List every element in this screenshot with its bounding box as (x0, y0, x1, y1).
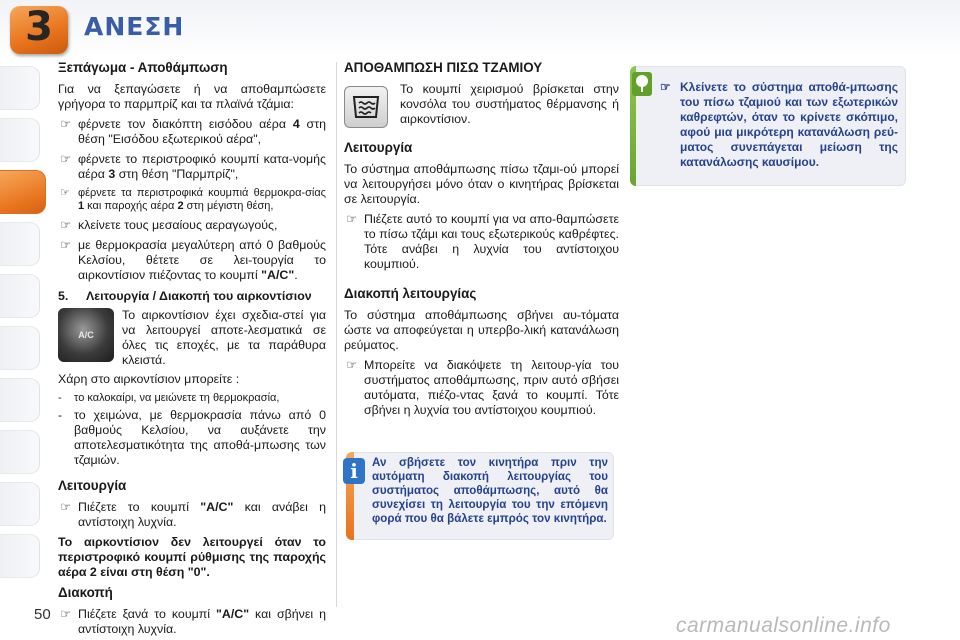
middle-column (344, 60, 619, 423)
ac-operation-heading: Λειτουργία (58, 478, 127, 493)
list-item: ☞ φέρνετε τα περιστροφικά κουμπιά θερμοκρα-σίας 1 και παροχής αέρα 2 στη μέγιστη θέση, (60, 187, 326, 212)
section-5-heading: 5. Λειτουργία / Διακοπή του αιρκοντίσιον (58, 289, 312, 303)
side-tab-10[interactable] (0, 534, 40, 578)
page-number: 50 (34, 606, 51, 623)
rear-stop-heading: Διακοπή λειτουργίας (344, 286, 477, 301)
list-item: - το χειμώνα, με θερμοκρασία πάνω από 0 βαθμούς Κελσίου, να αυξάνετε την αποτελεσματικότητα της αποθά-μπωσης των τζαμιών. (58, 408, 326, 467)
side-tab-2[interactable] (0, 118, 40, 162)
left-column (58, 60, 326, 640)
eco-tree-icon (632, 72, 652, 96)
side-tab-8[interactable] (0, 430, 40, 474)
list-item: ☞ φέρνετε το περιστροφικό κουμπί κατα-νομής αέρα 3 στη θέση "Παρμπρίζ", (60, 152, 326, 181)
pointing-hand-icon: ☞ (60, 218, 72, 232)
info-icon: i (343, 458, 365, 484)
defrost-intro: Για να ξεπαγώσετε ή να αποθαμπώσετε γρήγορα το παρμπρίζ και τα πλαϊνά τζάμια: (58, 82, 326, 111)
defrost-heading: Ξεπάγωμα - Αποθάμπωση (58, 60, 228, 75)
rear-stop-text: Το σύστημα αποθάμπωσης σβήνει αυ-τόματα ώστε να αποφεύγεται η υπερβο-λική κατανάλωση ρεύματος. (344, 308, 619, 352)
side-tab-1[interactable] (0, 66, 40, 110)
rear-defrost-button-block (344, 82, 619, 128)
pointing-hand-icon: ☞ (346, 358, 358, 372)
ac-warning: Το αιρκοντίσιον δεν λειτουργεί όταν το περιστροφικό κουμπί ρύθμισης της παροχής αέρα 2 είναι στη θέση "0". (58, 535, 326, 579)
side-tab-5[interactable] (0, 274, 40, 318)
pointing-hand-icon: ☞ (346, 212, 358, 226)
rear-defrost-button-image (344, 86, 388, 128)
list-item: ☞ Μπορείτε να διακόψετε τη λειτουρ-γία του συστήματος αποθάμπωσης, πριν αυτό σβήσει αυτόματα, πιέζο-ντας ξανά το κουμπί. Τότε σβήνει η λυχνία του αντίστοιχου κουμπιού. (346, 358, 619, 417)
side-tab-9[interactable] (0, 482, 40, 526)
pointing-hand-icon: ☞ (60, 238, 72, 252)
column-divider (336, 62, 337, 607)
rear-defrost-button-text: Το κουμπί χειρισμού βρίσκεται στην κονσόλα του συστήματος θέρμανσης ή αιρκοντίσιον. (400, 82, 619, 126)
ac-benefit-intro: Χάρη στο αιρκοντίσιον μπορείτε : (58, 372, 240, 386)
rear-window-defrost-icon (351, 94, 381, 120)
rear-defrost-heading: ΑΠΟΘΑΜΠΩΣΗ ΠΙΣΩ ΤΖΑΜΙΟΥ (344, 60, 543, 75)
list-item: ☞ Πιέζετε αυτό το κουμπί για να απο-θαμπώσετε το πίσω τζάμι και τους εξωτερικούς καθρέφτες. Τότε ανάβει η λυχνία του αντίστοιχου κουμπιού. (346, 212, 619, 271)
list-item: ☞ με θερμοκρασία μεγαλύτερη από 0 βαθμούς Κελσίου, θέτετε σε λει-τουργία το αιρκοντίσιον πιέζοντας το κουμπί "A/C". (60, 238, 326, 282)
rear-operation-heading: Λειτουργία (344, 140, 413, 155)
pointing-hand-icon: ☞ (660, 80, 671, 94)
pointing-hand-icon: ☞ (60, 117, 72, 131)
rear-operation-text: Το σύστημα αποθάμπωσης πίσω τζαμι-ού μπορεί να λειτουργήσει μόνο όταν ο κινητήρας βρίσκεται σε λειτουργία. (344, 162, 619, 206)
ac-button-image (58, 308, 114, 362)
watermark: carmanualsonline.info (676, 614, 891, 637)
list-item: ☞ κλείνετε τους μεσαίους αεραγωγούς, (60, 218, 278, 232)
ac-knob-block (58, 308, 326, 368)
page-header (0, 0, 960, 58)
list-item: ☞ φέρνετε τον διακόπτη εισόδου αέρα 4 στη θέση "Εισόδου εξωτερικού αέρα", (60, 117, 326, 146)
info-callout-text: Αν σβήσετε τον κινητήρα πριν την αυτόματη διακοπή λειτουργίας του συστήματος αποθάμπωσης, αυτό θα συνεχίσει τη λειτουργία του την επόμενη φορά που θα βάλετε εμπρός τον κινητήρα. (372, 456, 608, 525)
list-item: - το καλοκαίρι, να μειώνετε τη θερμοκρασία, (58, 392, 280, 404)
chapter-title: ΑΝΕΣΗ (84, 12, 185, 41)
pointing-hand-icon: ☞ (60, 500, 72, 514)
ac-description: Το αιρκοντίσιον έχει σχεδια-στεί για να λειτουργεί αποτε-λεσματικά σε όλες τις εποχές, με τα παράθυρα κλειστά. (122, 308, 326, 367)
pointing-hand-icon: ☞ (60, 187, 70, 199)
ac-button-label: A/C (78, 330, 94, 340)
side-tab-active[interactable] (0, 170, 46, 214)
pointing-hand-icon: ☞ (60, 152, 72, 166)
ac-stop-heading: Διακοπή (58, 585, 113, 600)
side-tab-7[interactable] (0, 378, 40, 422)
list-item: ☞ Πιέζετε ξανά το κουμπί "A/C" και σβήνει η αντίστοιχη λυχνία. (60, 607, 326, 636)
list-item: ☞ Πιέζετε το κουμπί "A/C" και ανάβει η αντίστοιχη λυχνία. (60, 500, 326, 529)
side-tab-4[interactable] (0, 222, 40, 266)
pointing-hand-icon: ☞ (60, 607, 72, 621)
chapter-side-tabs (0, 66, 46, 626)
side-tab-6[interactable] (0, 326, 40, 370)
tip-callout-text: ☞ Κλείνετε το σύστημα αποθά-μπωσης του πίσω τζαμιού και των εξωτερικών καθρεφτών, όταν το κρίνετε σκόπιμο, αφού μια μικρότερη κατανάλωση ρεύ-ματος συνεπάγεται μείωση της κατανάλωσης καυσίμου. (660, 80, 898, 169)
chapter-number: 3 (25, 4, 53, 50)
